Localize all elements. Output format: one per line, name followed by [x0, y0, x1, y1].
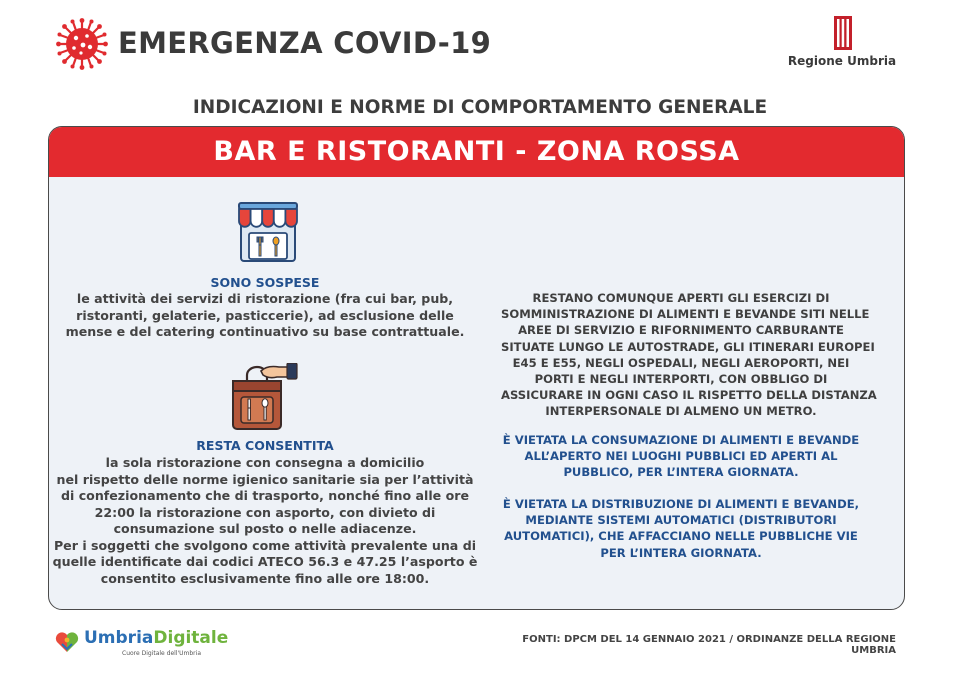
brand-part-2: Digitale — [153, 628, 229, 648]
open-exceptions-line: E45 E E55, NEGLI OSPEDALI, NEGLI AEROPORTI, NEI — [512, 355, 850, 370]
allowed-line: consentito esclusivamente fino alle ore 18:00. — [100, 570, 430, 586]
suspended-line: le attività dei servizi di ristorazione (fra cui bar, pub, — [76, 291, 454, 306]
open-exceptions-line: RESTANO COMUNQUE APERTI GLI ESERCIZI DI — [532, 291, 830, 305]
region-name: Regione Umbria — [787, 54, 897, 68]
open-exceptions-line: AREE DI SERVIZIO E RIFORNIMENTO CARBURANTE — [518, 323, 844, 338]
umbria-digitale-heart-icon — [54, 630, 80, 654]
vending-ban-line: È VIETATA LA DISTRIBUZIONE DI ALIMENTI E BEVANDE, — [502, 497, 860, 511]
subtitle: INDICAZIONI E NORME DI COMPORTAMENTO GENERALE — [192, 97, 768, 118]
suspended-line: ristoranti, gelaterie, pasticcerie), ad esclusione delle — [76, 307, 454, 323]
restaurant-shop-icon — [235, 201, 301, 265]
outdoor-ban-line: È VIETATA LA CONSUMAZIONE DI ALIMENTI E BEVANDE — [502, 433, 860, 447]
suspended-heading: SONO SOSPESE — [210, 275, 320, 290]
main-panel — [48, 126, 905, 610]
coronavirus-icon — [56, 18, 108, 70]
allowed-text — [49, 455, 481, 587]
suspended-text — [49, 291, 481, 341]
brand-part-1: Umbria — [84, 628, 154, 648]
open-exceptions-line: SOMMINISTRAZIONE DI ALIMENTI E BEVANDE SITI NELLE — [501, 307, 870, 322]
vending-ban-line: PER L’INTERA GIORNATA. — [600, 545, 762, 560]
allowed-heading: RESTA CONSENTITA — [196, 438, 334, 453]
allowed-line: la sola ristorazione con consegna a domicilio — [105, 455, 425, 470]
allowed-line: 22:00 la ristorazione con asporto, con divieto di — [94, 504, 436, 520]
takeaway-bag-icon — [225, 363, 299, 431]
outdoor-ban-text — [501, 432, 861, 481]
umbria-digitale-brand — [84, 628, 228, 648]
outdoor-ban-line: PUBBLICO, PER L’INTERA GIORNATA. — [563, 465, 799, 480]
open-exceptions-line: PORTI E NEGLI INTERPORTI, CON OBBLIGO DI — [534, 372, 828, 387]
outdoor-ban-line: ALL’APERTO NEI LUOGHI PUBBLICI ED APERTI AL — [524, 449, 838, 464]
vending-ban-line: MEDIANTE SISTEMI AUTOMATICI (DISTRIBUTORI — [525, 513, 837, 528]
open-exceptions-line: ASSICURARE IN OGNI CASO IL RISPETTO DELLA DISTANZA — [501, 388, 877, 403]
regione-umbria-logo-icon — [834, 16, 852, 50]
allowed-line: nel rispetto delle norme igienico sanitarie sia per l’attività — [56, 471, 474, 487]
open-exceptions-line: INTERPERSONALE DI ALMENO UN METRO. — [545, 404, 817, 419]
zone-banner: BAR E RISTORANTI - ZONA ROSSA — [49, 127, 904, 177]
page-title: EMERGENZA COVID-19 — [118, 26, 492, 60]
suspended-line: mense e del catering continuativo su base contrattuale. — [65, 324, 465, 339]
allowed-line: Per i soggetti che svolgono come attività prevalente una di — [53, 537, 477, 553]
allowed-line: consumazione sul posto o nelle adiacenze. — [113, 521, 417, 536]
brand-tagline: Cuore Digitale dell'Umbria — [122, 650, 201, 657]
vending-ban-text — [501, 496, 861, 561]
vending-ban-line: AUTOMATICI), CHE AFFACCIANO NELLE PUBBLICHE VIE — [504, 529, 858, 544]
open-exceptions-text — [501, 290, 877, 420]
sources-text: FONTI: DPCM DEL 14 GENNAIO 2021 / ORDINANZE DELLA REGIONE UMBRIA — [522, 634, 896, 656]
allowed-line: di confezionamento che di trasporto, nonché fino alle ore — [60, 488, 470, 503]
open-exceptions-line: SITUATE LUNGO LE AUTOSTRADE, GLI ITINERARI EUROPEI — [501, 339, 875, 354]
allowed-line: quelle identificate dai codici ATECO 56.3 e 47.25 l’asporto è — [52, 554, 478, 569]
